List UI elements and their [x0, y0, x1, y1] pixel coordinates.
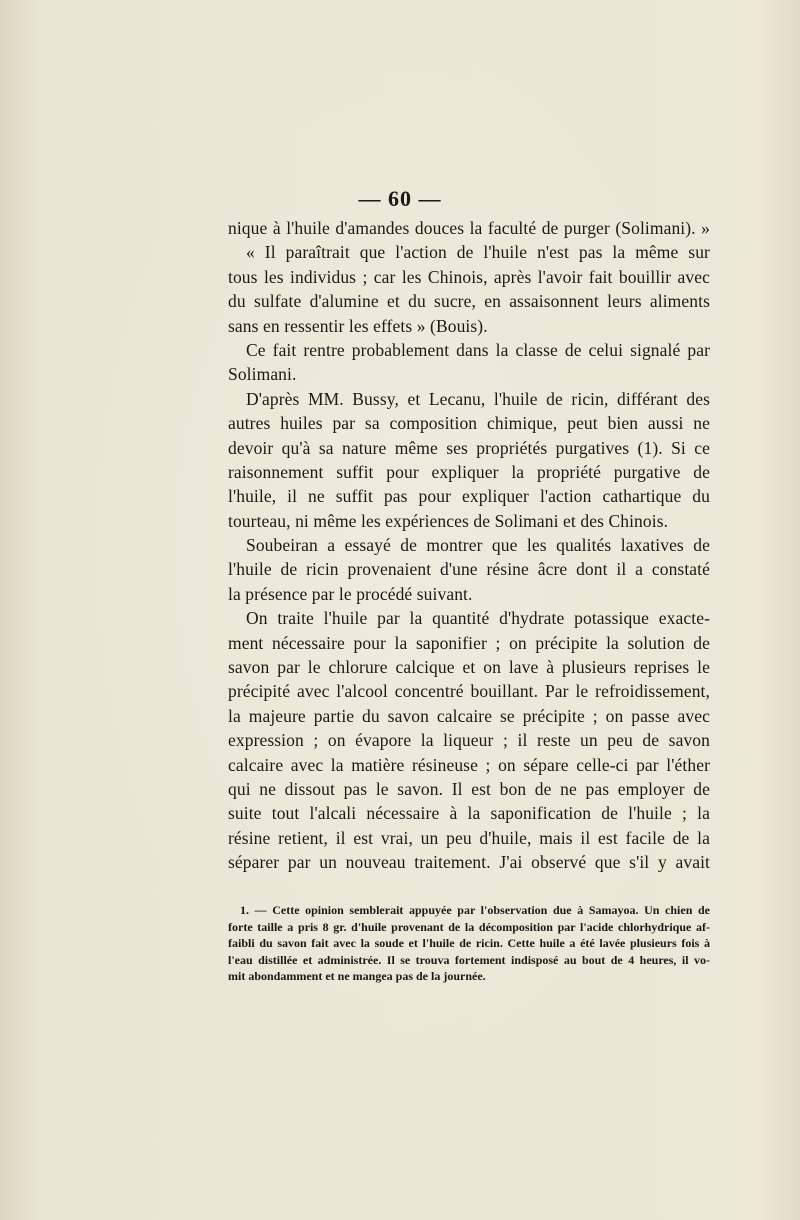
text-line: séparer par un nouveau traitement. J'ai observé que s'il y avait [228, 852, 710, 873]
footnote-line: mit abondamment et ne mangea pas de la journée. [228, 969, 486, 984]
body-text [228, 216, 710, 875]
text-line: la présence par le procédé suivant. [228, 583, 473, 604]
text-line: la majeure partie du savon calcaire se précipite ; on passe avec [228, 705, 710, 726]
text-line: raisonnement suffit pour expliquer la propriété purgative de [228, 461, 710, 482]
text-line: Soubeiran a essayé de montrer que les qualités laxatives de [246, 535, 710, 556]
text-line: Ce fait rentre probablement dans la classe de celui signalé par [246, 339, 710, 360]
footnote-line: 1. — Cette opinion semblerait appuyée par l'observation due à Samayoa. Un chien de [240, 903, 710, 917]
text-line: tourteau, ni même les expériences de Solimani et des Chinois. [228, 510, 669, 531]
footnote-line: l'eau distillée et administrée. Il se trouva fortement indisposé au bout de 4 heures, il vo- [228, 952, 710, 967]
text-line: ment nécessaire pour la saponifier ; on précipite la solution de [228, 632, 710, 653]
page-number: — 60 — [358, 186, 442, 211]
text-line: précipité avec l'alcool concentré bouillant. Par le refroidissement, [228, 681, 710, 702]
text-line: On traite l'huile par la quantité d'hydrate potassique exacte- [246, 608, 710, 629]
text-line: l'huile de ricin provenaient d'une résine âcre dont il a constaté [228, 559, 710, 580]
text-line: « Il paraîtrait que l'action de l'huile n'est pas la même sur [246, 242, 710, 263]
text-line: Solimani. [228, 364, 297, 385]
text-line: qui ne dissout pas le savon. Il est bon de ne pas employer de [228, 778, 710, 799]
text-line: tous les individus ; car les Chinois, après l'avoir fait bouillir avec [228, 266, 710, 287]
footnotes [228, 902, 710, 985]
text-line: du sulfate d'alumine et du sucre, en assaisonnent leurs aliments [228, 291, 710, 312]
footnote-line: forte taille a pris 8 gr. d'huile provenant de la décomposition par l'acide chlorhydrique af- [228, 919, 710, 934]
text-line: calcaire avec la matière résineuse ; on sépare celle-ci par l'éther [228, 754, 710, 775]
text-line: sans en ressentir les effets » (Bouis). [228, 315, 488, 336]
text-line: savon par le chlorure calcique et on lave à plusieurs reprises le [228, 657, 710, 678]
text-line: expression ; on évapore la liqueur ; il reste un peu de savon [228, 730, 710, 751]
text-line: autres huiles par sa composition chimique, peut bien aussi ne [228, 413, 710, 434]
text-line: suite tout l'alcali nécessaire à la saponification de l'huile ; la [228, 803, 710, 824]
footnote-line: faibli du savon fait avec la soude et l'huile de ricin. Cette huile a été lavée plusieurs fois à [228, 936, 710, 951]
text-line: devoir qu'à sa nature même ses propriétés purgatives (1). Si ce [228, 437, 710, 458]
text-line: D'après MM. Bussy, et Lecanu, l'huile de ricin, différant des [246, 388, 710, 409]
text-line: résine retient, il est vrai, un peu d'huile, mais il est facile de la [228, 827, 710, 848]
text-line: nique à l'huile d'amandes douces la faculté de purger (Solimani). » [228, 218, 710, 238]
text-line: l'huile, il ne suffit pas pour expliquer l'action cathartique du [228, 486, 710, 507]
